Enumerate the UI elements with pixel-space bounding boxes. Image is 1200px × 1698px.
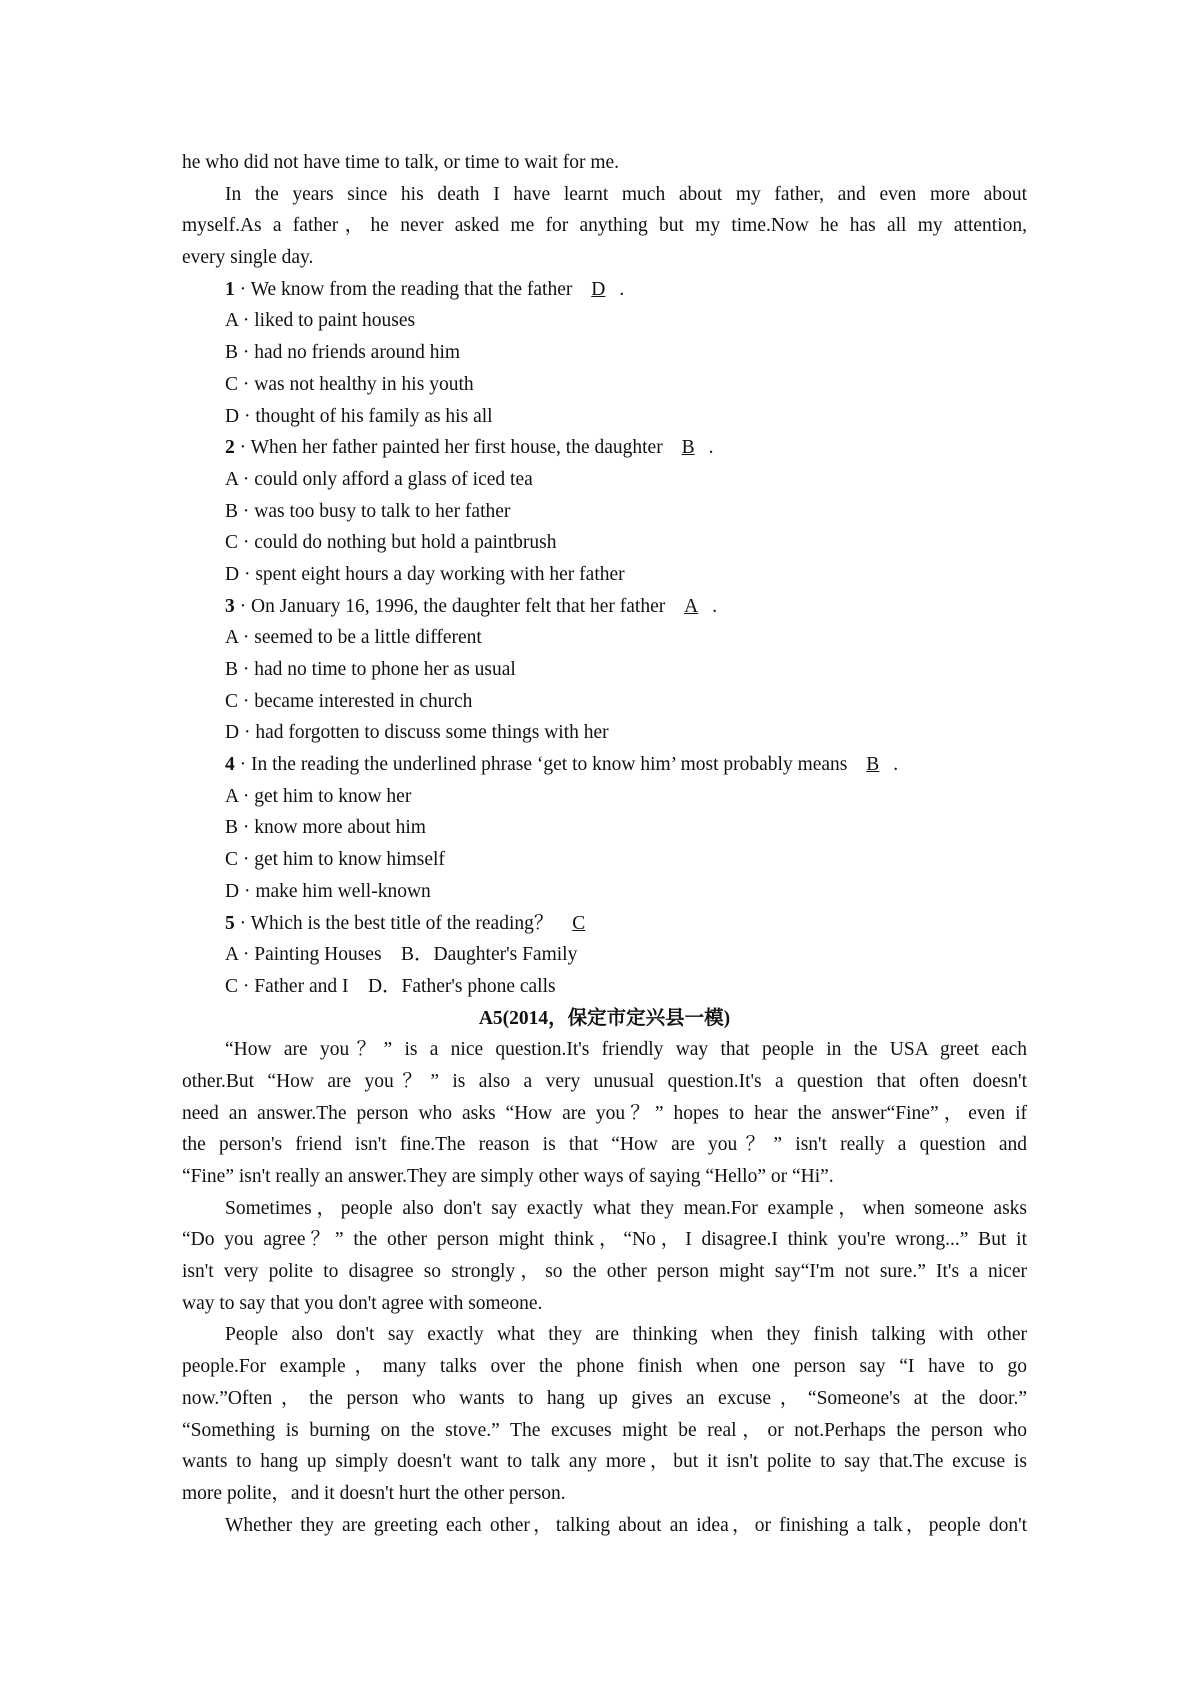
question-end: . (893, 754, 899, 776)
option-line: A · Painting Houses B．Daughter's Family (225, 944, 578, 966)
passage-line: every single day. (182, 247, 314, 269)
question-number: 1 (225, 278, 235, 300)
option-line: A · seemed to be a little different (225, 627, 482, 649)
option-line: A · get him to know her (225, 785, 412, 807)
question-end: . (712, 595, 718, 617)
passage-line: “Do you agree？” the other person might think，“No，I disagree.I think you're wrong...” But it (182, 1229, 1027, 1251)
section-heading: A5(2014，保定市定兴县一模) (478, 1007, 731, 1029)
passage-line: “Something is burning on the stove.” The excuses might be real，or not.Perhaps the person who (182, 1419, 1027, 1441)
option-line: C · could do nothing but hold a paintbrush (225, 532, 557, 554)
question-number: 2 (225, 437, 235, 459)
option-line: B · had no friends around him (225, 342, 461, 364)
passage-line: other.But “How are you？” is also a very unusual question.It's a question that often doesn't (182, 1070, 1027, 1092)
answer-blank: D (591, 278, 606, 300)
question-stem: In the reading the underlined phrase ‘get to know him’ most probably means (251, 754, 848, 776)
passage-line: way to say that you don't agree with someone. (182, 1292, 543, 1314)
question-number: 5 (225, 912, 235, 934)
passage-line: he who did not have time to talk, or time to wait for me. (182, 152, 620, 173)
passage-line: isn't very polite to disagree so strongly，so the other person might say“I'm not sure.” It's a nicer (182, 1261, 1027, 1283)
option-line: B · had no time to phone her as usual (225, 659, 516, 680)
passage-line: Sometimes，people also don't say exactly what they mean.For example，when someone asks (225, 1197, 1027, 1219)
option-line: B · know more about him (225, 817, 426, 839)
question-3: 3 · On January 16, 1996, the daughter felt that her father A . (225, 595, 718, 617)
passage-line: need an answer.The person who asks “How are you？” hopes to hear the answer“Fine”，even if (182, 1102, 1027, 1124)
passage-line: myself.As a father，he never asked me for anything but my time.Now he has all my attention, (182, 215, 1027, 237)
passage-line: more polite，and it doesn't hurt the other person. (182, 1482, 566, 1504)
passage-line: now.”Often，the person who wants to hang up gives an excuse，“Someone's at the door.” (182, 1387, 1027, 1409)
page-content (182, 147, 1027, 1541)
option-line: C · was not healthy in his youth (225, 373, 474, 395)
option-line: D · had forgotten to discuss some things with her (225, 722, 609, 744)
passage-line: “How are you？” is a nice question.It's friendly way that people in the USA greet each (225, 1039, 1027, 1061)
question-stem: When her father painted her first house, the daughter (250, 437, 663, 459)
answer-blank: C (572, 912, 586, 934)
passage-line: In the years since his death I have learnt much about my father, and even more about (225, 183, 1027, 205)
answer-blank: B (681, 437, 695, 459)
question-5: 5 · Which is the best title of the reading？ C (182, 908, 1027, 940)
question-end: . (619, 278, 625, 300)
option-line: B · was too busy to talk to her father (225, 500, 511, 522)
option-line: A · could only afford a glass of iced tea (225, 468, 533, 490)
question-end: . (708, 437, 714, 459)
question-4: 4 · In the reading the underlined phrase ‘get to know him’ most probably means B . (225, 754, 899, 776)
passage-line: people.For example，many talks over the phone finish when one person say “I have to go (182, 1356, 1027, 1378)
option-line: D · make him well‐known (225, 880, 431, 902)
passage-line: “Fine” isn't really an answer.They are simply other ways of saying “Hello” or “Hi”. (182, 1166, 834, 1187)
question-stem: Which is the best title of the reading？ (250, 912, 554, 934)
question-1: 1 · We know from the reading that the father D . (225, 278, 625, 300)
question-stem: On January 16, 1996, the daughter felt that her father (251, 595, 666, 617)
option-line: D · thought of his family as his all (225, 405, 493, 427)
option-line: C · became interested in church (225, 690, 473, 712)
answer-blank: A (684, 595, 699, 617)
question-number: 3 (225, 595, 235, 617)
answer-blank: B (866, 754, 880, 776)
question-stem: We know from the reading that the father (250, 278, 573, 300)
question-number: 4 (225, 754, 235, 776)
option-line: A · liked to paint houses (225, 310, 416, 332)
option-line: D · spent eight hours a day working with her father (225, 563, 625, 585)
option-line: C · get him to know himself (225, 849, 445, 871)
passage-line: wants to hang up simply doesn't want to talk any more，but it isn't polite to say that.The excuse is (182, 1451, 1027, 1473)
option-line: C · Father and I D．Father's phone calls (225, 975, 556, 997)
passage-line: Whether they are greeting each other，talking about an idea，or finishing a talk，people don't (225, 1514, 1027, 1536)
passage-line: the person's friend isn't fine.The reason is that “How are you？” isn't really a question and (182, 1134, 1027, 1156)
question-2: 2 · When her father painted her first house, the daughter B . (225, 437, 714, 459)
passage-line: People also don't say exactly what they are thinking when they finish talking with other (225, 1324, 1027, 1346)
